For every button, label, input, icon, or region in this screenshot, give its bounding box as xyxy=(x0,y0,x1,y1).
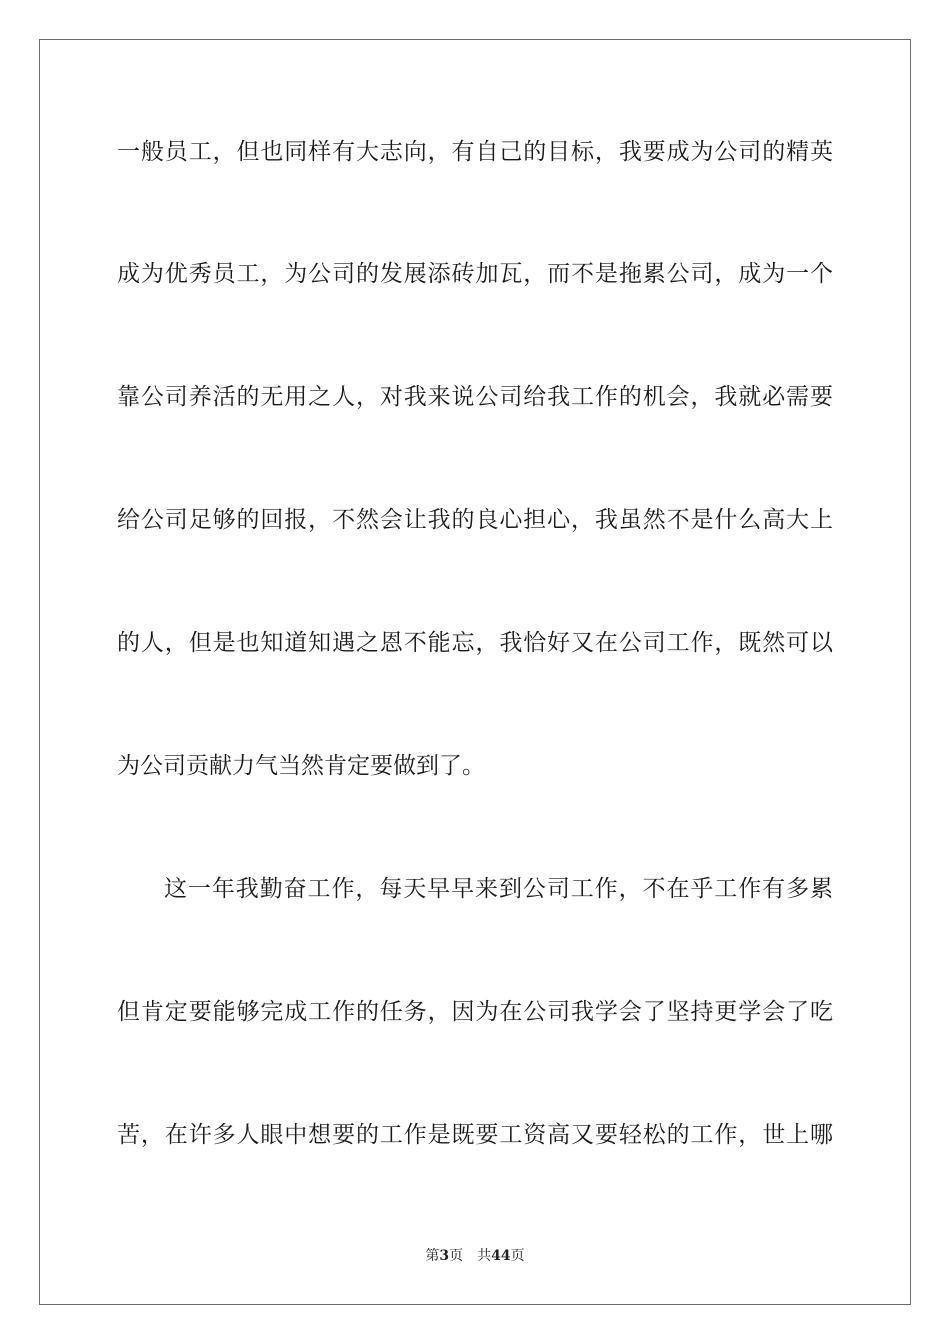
total-pages: 44 xyxy=(491,1248,511,1264)
paragraph-line: 靠公司养活的无用之人，对我来说公司给我工作的机会，我就必需要 xyxy=(117,384,833,410)
total-label-prefix: 共 xyxy=(477,1248,492,1264)
page-border xyxy=(39,39,911,1305)
page-number: 3 xyxy=(439,1248,450,1264)
paragraph-line: 为公司贡献力气当然肯定要做到了。 xyxy=(117,753,485,779)
paragraph-line: 的人，但是也知道知遇之恩不能忘，我恰好又在公司工作，既然可以 xyxy=(117,630,833,656)
paragraph-line: 给公司足够的回报，不然会让我的良心担心，我虽然不是什么高大上 xyxy=(117,507,833,533)
paragraph-line: 一般员工，但也同样有大志向，有自己的目标，我要成为公司的精英 xyxy=(117,139,833,165)
page-label-prefix: 第 xyxy=(425,1248,440,1264)
total-label-suffix: 页 xyxy=(510,1248,525,1264)
paragraph-line: 成为优秀员工，为公司的发展添砖加瓦，而不是拖累公司，成为一个 xyxy=(117,261,833,287)
paragraph-line: 但肯定要能够完成工作的任务，因为在公司我学会了坚持更学会了吃 xyxy=(117,999,833,1025)
paragraph-line: 苦，在许多人眼中想要的工作是既要工资高又要轻松的工作，世上哪 xyxy=(117,1122,833,1148)
page-footer xyxy=(0,1247,950,1265)
paragraph-line: 这一年我勤奋工作，每天早早来到公司工作，不在乎工作有多累 xyxy=(164,876,833,902)
page-label-suffix: 页 xyxy=(449,1248,464,1264)
